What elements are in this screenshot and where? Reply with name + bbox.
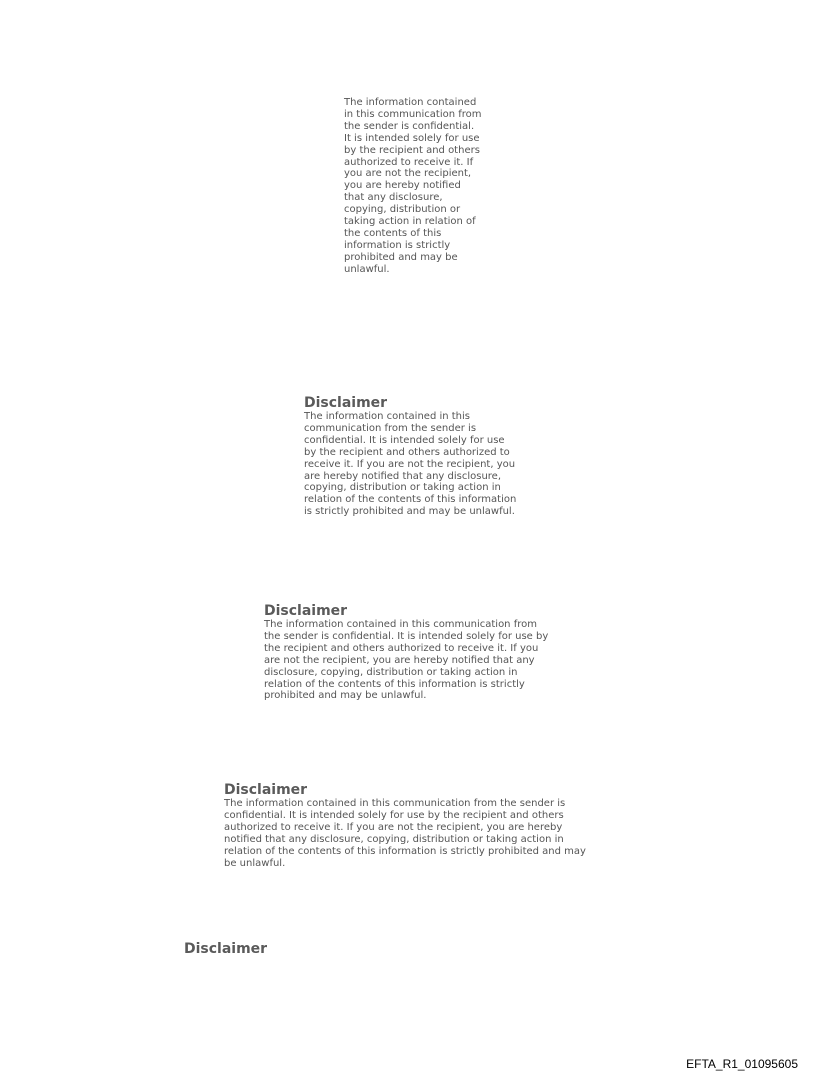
disclaimer-block-3 xyxy=(264,604,554,702)
disclaimer-text: The information contained in this communication from the sender is confidential. It is intended solely for use by the recipient and others authorized to receive it. If you are not the recipient, you are hereby notified that any disclosure, copying, distribution or taking action in relation of the contents of this information is strictly prohibited and may be unlawful. xyxy=(224,798,586,869)
disclaimer-heading: Disclaimer xyxy=(224,782,308,798)
document-id: EFTA_R1_01095605 xyxy=(686,1057,798,1071)
disclaimer-block-2 xyxy=(304,396,518,518)
disclaimer-heading: Disclaimer xyxy=(184,941,268,957)
disclaimer-heading: Disclaimer xyxy=(264,603,348,619)
disclaimer-text: The information contained in this communication from the sender is confidential. It is intended solely for use by the recipient and others authorized to receive it. If you are not the recipient, you are hereby notified that any disclosure, copying, distribution or taking action in relation of the contents of this information is strictly prohibited and may be unlawful. xyxy=(344,97,482,275)
disclaimer-block-5 xyxy=(184,942,384,957)
disclaimer-text: The information contained in this communication from the sender is confidential. It is intended solely for use by the recipient and others authorized to receive it. If you are not the recipient, you are hereby notified that any disclosure, copying, distribution or taking action in relation of the contents of this information is strictly prohibited and may be unlawful. xyxy=(264,619,549,702)
disclaimer-heading: Disclaimer xyxy=(304,395,388,411)
disclaimer-text: The information contained in this communication from the sender is confidential. It is intended solely for use by the recipient and others authorized to receive it. If you are not the recipient, you are hereby notified that any disclosure, copying, distribution or taking action in relation of the contents of this information is strictly prohibited and may be unlawful. xyxy=(304,411,517,518)
disclaimer-block-1 xyxy=(344,97,482,276)
disclaimer-block-4 xyxy=(224,783,596,869)
